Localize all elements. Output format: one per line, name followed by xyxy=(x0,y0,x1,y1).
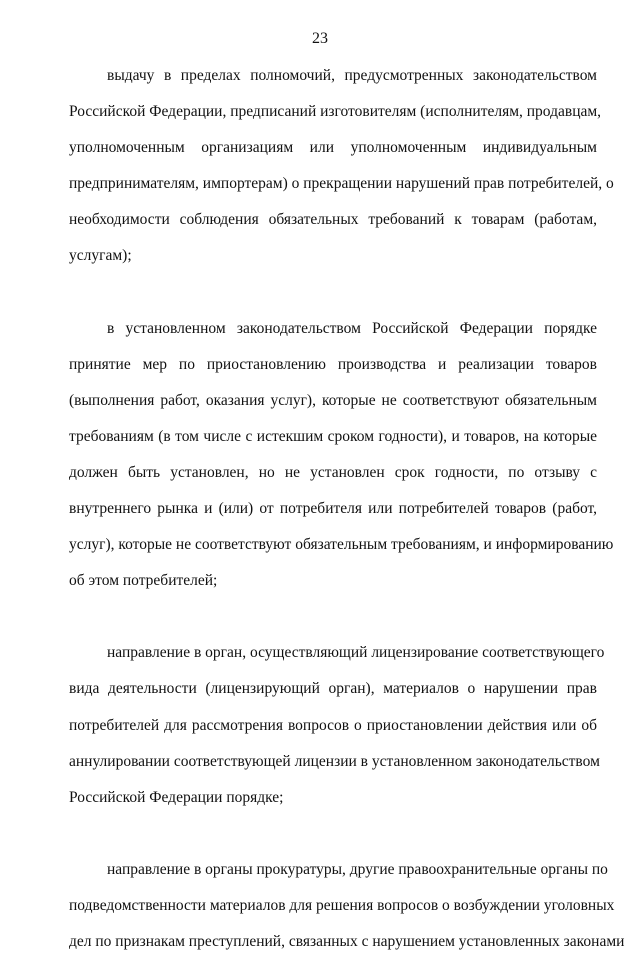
paragraph xyxy=(69,58,614,275)
text-line: Российской Федерации порядке; xyxy=(69,788,284,806)
text-line: Российской Федерации, предписаний изготовителям (исполнителям, продавцам, xyxy=(69,103,602,121)
page-number: 23 xyxy=(312,30,328,47)
paragraph xyxy=(69,311,614,600)
text-line: принятие мер по приостановлению производства и реализации товаров xyxy=(69,355,597,373)
text-line: выдачу в пределах полномочий, предусмотренных законодательством xyxy=(107,67,597,84)
text-line: аннулировании соответствующей лицензии в установленном законодательством xyxy=(69,752,600,770)
paragraph xyxy=(69,635,605,815)
text-line: подведомственности материалов для решения вопросов о возбуждении уголовных xyxy=(69,896,615,914)
text-line: услуг), которые не соответствуют обязательным требованиям, и информированию xyxy=(69,536,614,554)
text-line: направление в орган, осуществляющий лицензирование соответствующего xyxy=(107,644,605,662)
text-line: требованиям (в том числе с истекшим сроком годности), и товаров, на которые xyxy=(69,427,597,445)
text-line: вида деятельности (лицензирующий орган), материалов о нарушении прав xyxy=(69,680,597,698)
paragraph xyxy=(69,852,625,960)
text-line: должен быть установлен, но не установлен срок годности, по отзыву с xyxy=(69,463,597,481)
text-line: предпринимателям, импортерам) о прекращении нарушений прав потребителей, о xyxy=(69,175,614,193)
document-body xyxy=(69,58,625,960)
text-line: (выполнения работ, оказания услуг), которые не соответствуют обязательным xyxy=(69,391,597,409)
text-line: внутреннего рынка и (или) от потребителя или потребителей товаров (работ, xyxy=(69,500,597,518)
text-line: потребителей для рассмотрения вопросов о приостановлении действия или об xyxy=(69,716,597,734)
text-line: в установленном законодательством Российской Федерации порядке xyxy=(107,319,597,337)
text-line: об этом потребителей; xyxy=(69,572,218,590)
text-line: уполномоченным организациям или уполномоченным индивидуальным xyxy=(69,139,597,157)
text-line: услугам); xyxy=(69,247,132,265)
text-line: дел по признакам преступлений, связанных с нарушением установленных законами xyxy=(69,932,625,950)
text-line: направление в органы прокуратуры, другие правоохранительные органы по xyxy=(107,860,608,878)
text-line: необходимости соблюдения обязательных требований к товарам (работам, xyxy=(69,211,597,229)
